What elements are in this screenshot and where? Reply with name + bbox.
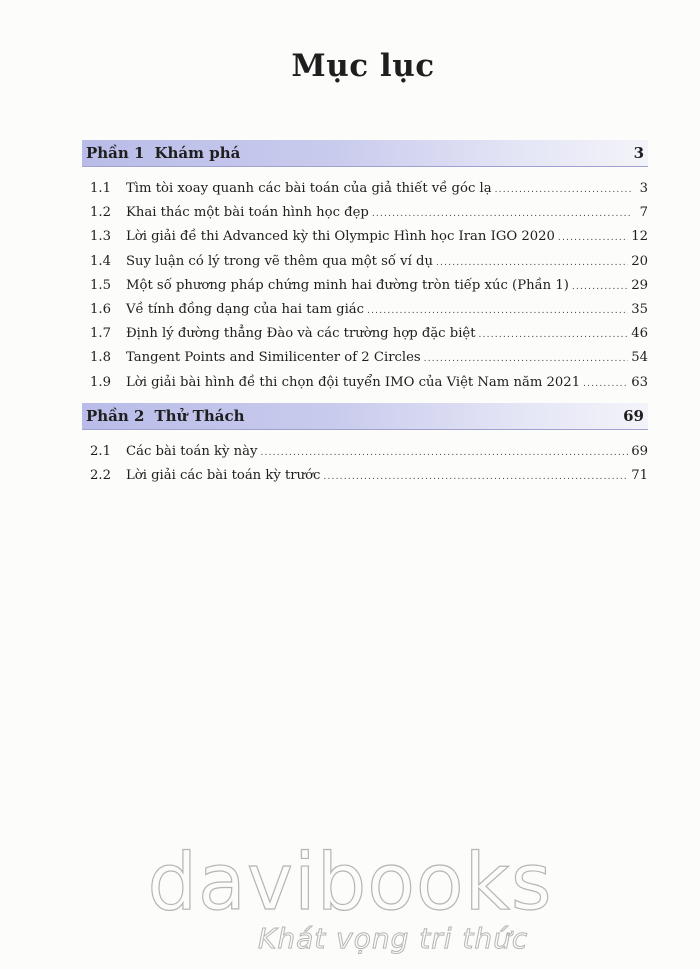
entry-page-number: 12 [631,229,648,245]
toc-entry[interactable] [82,225,648,249]
dot-leader [367,299,628,323]
dot-leader [436,251,628,275]
entry-page-number: 63 [631,374,648,390]
entry-number: 1.3 [90,229,111,245]
watermark-tagline: Khát vọng tri thức [258,922,529,955]
entry-number: 1.7 [90,326,111,342]
toc-entry[interactable] [82,322,648,346]
toc-entry[interactable] [82,201,648,225]
dot-leader [495,178,631,202]
part-label: Phần 1 [86,144,145,162]
entry-number: 1.5 [90,277,111,293]
part-page-number: 3 [633,144,644,162]
toc-entry-list [82,177,648,395]
entry-page-number: 71 [631,468,648,484]
toc-entry[interactable] [82,177,648,201]
entry-title: Định lý đường thẳng Đào và các trường hợp đặc biệt [126,326,476,342]
entry-page-number: 3 [639,181,648,196]
entry-number: 1.8 [90,350,111,366]
part-header[interactable] [82,140,648,167]
entry-number: 2.1 [90,444,111,459]
entry-number: 1.2 [90,205,111,221]
entry-number: 1.4 [90,253,111,269]
dot-leader [572,275,628,299]
entry-title: Tìm tòi xoay quanh các bài toán của giả thiết về góc lạ [126,181,492,196]
entry-number: 1.6 [90,301,111,317]
entry-page-number: 20 [631,253,648,269]
toc-entry-list [82,440,648,488]
dot-leader [583,372,628,396]
part-header[interactable] [82,403,648,430]
dot-leader [323,465,628,489]
watermark-brand: davibooks [147,838,553,928]
entry-page-number: 46 [631,326,648,342]
entry-title: Một số phương pháp chứng minh hai đường tròn tiếp xúc (Phần 1) [126,277,569,293]
part-1-section [82,140,648,395]
toc-entry[interactable] [82,464,648,488]
entry-title: Về tính đồng dạng của hai tam giác [126,301,365,317]
entry-page-number: 54 [631,350,648,366]
part-name: Thử Thách [154,407,245,425]
entry-title: Các bài toán kỳ này [126,444,258,459]
part-name: Khám phá [154,144,241,162]
entry-title: Lời giải các bài toán kỳ trước [126,468,321,484]
toc-entry[interactable] [82,298,648,322]
part-label: Phần 2 [86,407,145,425]
dot-leader [372,202,631,226]
toc-entry[interactable] [82,346,648,370]
entry-title: Lời giải bài hình đề thi chọn đội tuyển IMO của Việt Nam năm 2021 [126,374,581,390]
toc-entry[interactable] [82,250,648,274]
dot-leader [558,226,628,250]
entry-title: Tangent Points and Similicenter of 2 Circles [126,350,421,366]
entry-page-number: 69 [631,444,648,459]
page-title: Mục lục [291,48,435,84]
entry-page-number: 29 [631,277,648,293]
entry-page-number: 7 [639,205,648,221]
dot-leader [479,323,629,347]
dot-leader [260,441,628,465]
entry-number: 1.9 [90,374,111,390]
entry-title: Suy luận có lý trong vẽ thêm qua một số ví dụ [126,253,433,269]
dot-leader [424,347,629,371]
toc-entry[interactable] [82,440,648,464]
entry-number: 1.1 [90,181,111,196]
part-page-number: 69 [623,407,644,425]
entry-title: Khai thác một bài toán hình học đẹp [126,205,369,221]
toc-entry[interactable] [82,371,648,395]
entry-page-number: 35 [631,301,648,317]
toc-entry[interactable] [82,274,648,298]
part-2-section [82,403,648,488]
entry-number: 2.2 [90,468,111,484]
entry-title: Lời giải đề thi Advanced kỳ thi Olympic Hình học Iran IGO 2020 [126,229,555,245]
